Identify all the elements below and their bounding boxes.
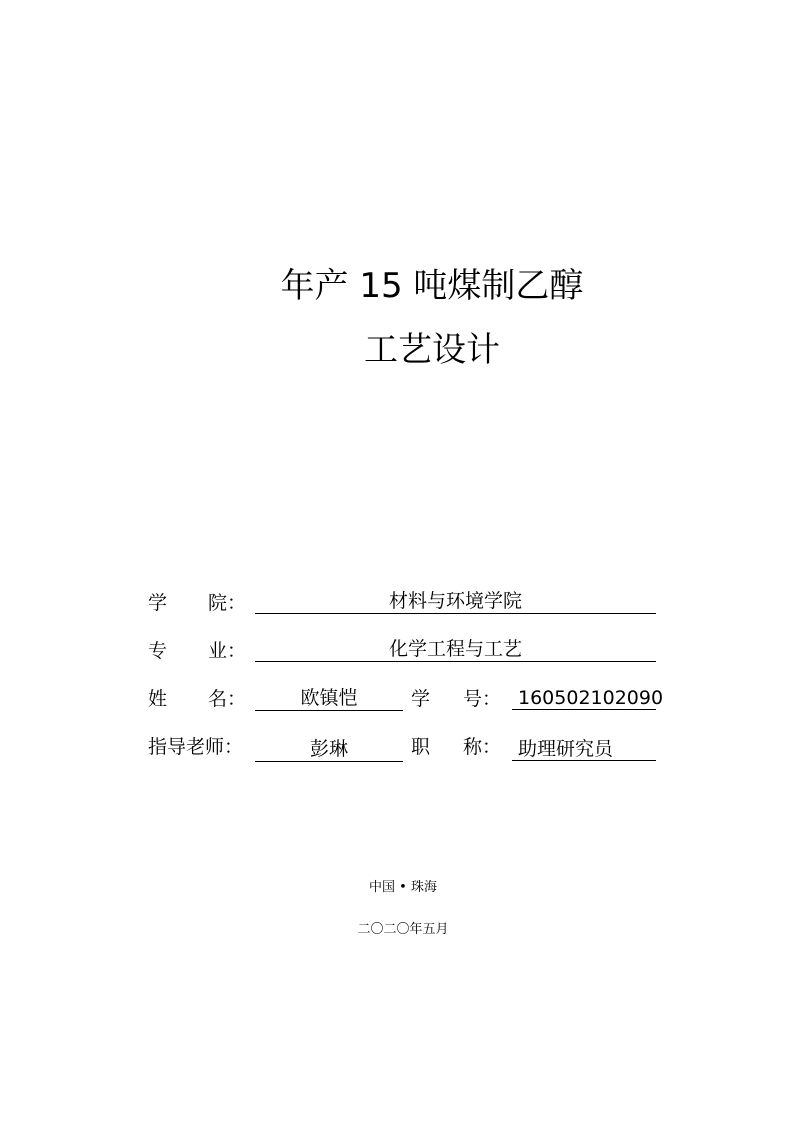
date-line: 二〇二〇年五月 [357, 922, 449, 937]
name-value: 欧镇恺 [255, 686, 403, 711]
name-label-part-1: 姓 [148, 688, 168, 710]
location-line: 中国 • 珠海 [369, 880, 437, 895]
advisor-value: 彭琳 [255, 737, 403, 762]
student-id-label-part-2: 号： [463, 688, 502, 710]
advisor-label: 指导老师： [148, 736, 244, 758]
college-label-part-2: 院： [208, 592, 247, 614]
major-value: 化学工程与工艺 [255, 637, 656, 662]
student-id-label-part-1: 学 [411, 688, 431, 710]
thesis-title-line-2: 工艺设计 [364, 330, 500, 370]
name-label-part-2: 名： [208, 688, 247, 710]
professional-title-label-part-1: 职 [411, 736, 431, 758]
professional-title-label-part-2: 称： [463, 736, 502, 758]
major-label-part-1: 专 [148, 640, 168, 662]
professional-title-value: 助理研究员 [512, 737, 656, 761]
thesis-title-line-1: 年产 15 吨煤制乙醇 [280, 266, 584, 306]
student-id-value: 160502102090 [512, 686, 656, 710]
college-label-part-1: 学 [148, 592, 168, 614]
major-label-part-2: 业： [208, 640, 247, 662]
college-value: 材料与环境学院 [255, 589, 656, 614]
